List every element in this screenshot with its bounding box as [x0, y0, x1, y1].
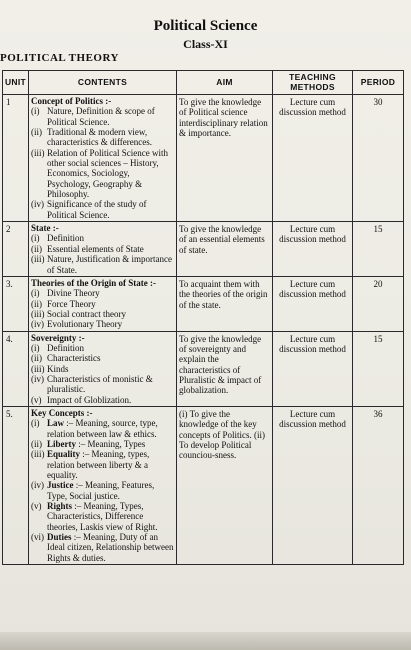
content-item [31, 449, 174, 480]
unit-heading: Theories of the Origin of State :- [31, 277, 156, 288]
item-label: Equality [47, 449, 81, 460]
unit-number: 4. [3, 331, 29, 406]
teaching-method-cell: Lecture cum discussion method [273, 331, 353, 406]
item-number: (v) [31, 501, 42, 512]
item-text: Characteristics of monistic & pluralistic. [47, 373, 153, 395]
item-text-wrapper [47, 439, 174, 449]
item-number: (i) [31, 342, 40, 353]
content-item [31, 199, 174, 220]
column-header-unit: UNIT [3, 71, 29, 95]
content-item [31, 106, 174, 127]
item-text: Nature, Definition & scope of Political Science. [47, 106, 155, 127]
item-number: (iv) [31, 480, 44, 491]
table-row [3, 222, 404, 277]
aim-cell: To give the knowledge of an essential elements of state. [177, 222, 273, 277]
table-row [3, 406, 404, 564]
item-text-wrapper [47, 395, 174, 405]
content-item [31, 353, 174, 363]
item-text-wrapper [47, 244, 174, 254]
unit-heading: Sovereignty :- [31, 332, 85, 343]
item-number: (ii) [31, 243, 42, 254]
item-label: Duties [47, 532, 72, 543]
column-header-aim: AIM [177, 71, 273, 95]
table-row [3, 331, 404, 406]
item-text: Essential elements of State [47, 243, 144, 254]
content-item [31, 288, 174, 298]
item-text-wrapper [47, 449, 174, 480]
item-number: (ii) [31, 439, 42, 449]
item-number: (i) [31, 106, 40, 117]
item-text: Force Theory [47, 298, 96, 309]
item-number: (iii) [31, 147, 45, 158]
content-item [31, 418, 174, 439]
item-text-wrapper [47, 299, 174, 309]
item-number: (iv) [31, 373, 44, 384]
class-label: Class-XI [183, 37, 228, 51]
item-text: Significance of the study of Political Science. [47, 199, 147, 220]
item-number: (ii) [31, 298, 42, 309]
item-number: (i) [31, 233, 40, 244]
item-text-wrapper [47, 106, 174, 127]
item-number: (iii) [31, 254, 45, 265]
content-item [31, 244, 174, 254]
unit-heading: Key Concepts :- [31, 407, 93, 418]
aim-cell: (i) To give the knowledge of the key concepts of Politics. (ii) To develop Political counciou-sness. [177, 406, 273, 564]
item-text: Impact of Globlization. [47, 394, 132, 405]
content-item [31, 501, 174, 532]
content-item [31, 127, 174, 148]
item-text: :– Meaning, source, type, relation between law & ethics. [47, 418, 158, 439]
item-number: (iii) [31, 449, 45, 460]
period-cell: 20 [353, 276, 404, 331]
item-number: (iv) [31, 319, 44, 330]
item-text: Nature, Justification & importance of State. [47, 254, 172, 275]
content-item [31, 343, 174, 353]
item-number: (iii) [31, 308, 45, 319]
item-text-wrapper [47, 148, 174, 200]
item-text-wrapper [47, 501, 174, 532]
item-text: :– Meaning, Features, Type, Social justice. [47, 480, 155, 501]
item-text: Characteristics [47, 353, 101, 364]
item-text: Divine Theory [47, 288, 100, 299]
item-number: (vi) [31, 532, 44, 543]
content-item [31, 309, 174, 319]
teaching-method-cell: Lecture cum discussion method [273, 95, 353, 222]
item-text: Definition [47, 342, 84, 353]
item-text-wrapper [47, 233, 174, 243]
item-text-wrapper [47, 309, 174, 319]
aim-cell: To give the knowledge of sovereignty and explain the characteristics of Pluralistic & impact of globalization. [177, 331, 273, 406]
item-text: Kinds [47, 363, 69, 374]
item-text-wrapper [47, 374, 174, 395]
item-text-wrapper [47, 199, 174, 220]
content-item [31, 364, 174, 374]
column-header-contents: CONTENTS [29, 71, 177, 95]
content-item [31, 299, 174, 309]
item-number: (i) [31, 418, 40, 429]
item-text-wrapper [47, 319, 174, 329]
item-number: (iv) [31, 199, 44, 210]
item-text-wrapper [47, 127, 174, 148]
content-item [31, 374, 174, 395]
aim-cell: To acquaint them with the theories of the origin of the state. [177, 276, 273, 331]
item-number: (ii) [31, 353, 42, 364]
aim-cell: To give the knowledge of Political science interdisciplinary relation & importance. [177, 95, 273, 222]
table-row [3, 95, 404, 222]
content-item [31, 254, 174, 275]
unit-number: 5. [3, 406, 29, 564]
contents-cell [29, 95, 177, 222]
unit-number: 1 [3, 95, 29, 222]
contents-cell [29, 331, 177, 406]
syllabus-table [2, 70, 404, 565]
item-text-wrapper [47, 532, 174, 563]
period-cell: 30 [353, 95, 404, 222]
item-number: (v) [31, 394, 42, 405]
unit-number: 2 [3, 222, 29, 277]
item-label: Liberty [47, 439, 76, 449]
item-text-wrapper [47, 418, 174, 439]
item-text: :– Meaning, Types [78, 439, 146, 449]
item-text-wrapper [47, 343, 174, 353]
period-cell: 36 [353, 406, 404, 564]
item-text: Traditional & modern view, characteristics & differences. [47, 127, 153, 148]
teaching-method-cell: Lecture cum discussion method [273, 276, 353, 331]
section-heading: POLITICAL THEORY [0, 52, 119, 64]
subject-title: Political Science [153, 18, 258, 34]
contents-cell [29, 222, 177, 277]
period-cell: 15 [353, 222, 404, 277]
teaching-method-cell: Lecture cum discussion method [273, 222, 353, 277]
column-header-teaching-methods: TEACHING METHODS [273, 71, 353, 95]
item-text: :– Meaning, Types, Characteristics, Difference theories, Laskis view of Right. [47, 501, 158, 532]
item-label: Justice [47, 480, 74, 491]
column-header-period: PERIOD [353, 71, 404, 95]
item-text: Evolutionary Theory [47, 319, 123, 330]
item-text-wrapper [47, 353, 174, 363]
item-text: Relation of Political Science with other social sciences – History, Economics, Sociology, Psychology, Geography & Philosophy. [47, 147, 168, 200]
content-item [31, 439, 174, 449]
content-item [31, 532, 174, 563]
item-text-wrapper [47, 288, 174, 298]
contents-cell [29, 406, 177, 564]
page-bottom-edge [0, 632, 411, 650]
table-row [3, 276, 404, 331]
content-item [31, 480, 174, 501]
item-text: :– Meaning, types, relation between liberty & a equality. [47, 449, 150, 481]
item-number: (iii) [31, 363, 45, 374]
content-item [31, 395, 174, 405]
item-text-wrapper [47, 254, 174, 275]
item-text: Social contract theory [47, 308, 126, 319]
teaching-method-cell: Lecture cum discussion method [273, 406, 353, 564]
period-cell: 15 [353, 331, 404, 406]
unit-heading: Concept of Politics :- [31, 96, 112, 106]
item-label: Law [47, 418, 65, 429]
unit-number: 3. [3, 276, 29, 331]
item-label: Rights [47, 501, 73, 512]
contents-cell [29, 276, 177, 331]
content-item [31, 319, 174, 329]
table-header-row [3, 71, 404, 95]
item-number: (i) [31, 288, 40, 299]
item-text-wrapper [47, 364, 174, 374]
content-item [31, 233, 174, 243]
item-text: Definition [47, 233, 84, 244]
content-item [31, 148, 174, 200]
item-text-wrapper [47, 480, 174, 501]
item-text: :– Meaning, Duty of an Ideal citizen, Relationship between Rights & duties. [47, 532, 174, 563]
item-number: (ii) [31, 127, 42, 138]
unit-heading: State :- [31, 223, 59, 234]
